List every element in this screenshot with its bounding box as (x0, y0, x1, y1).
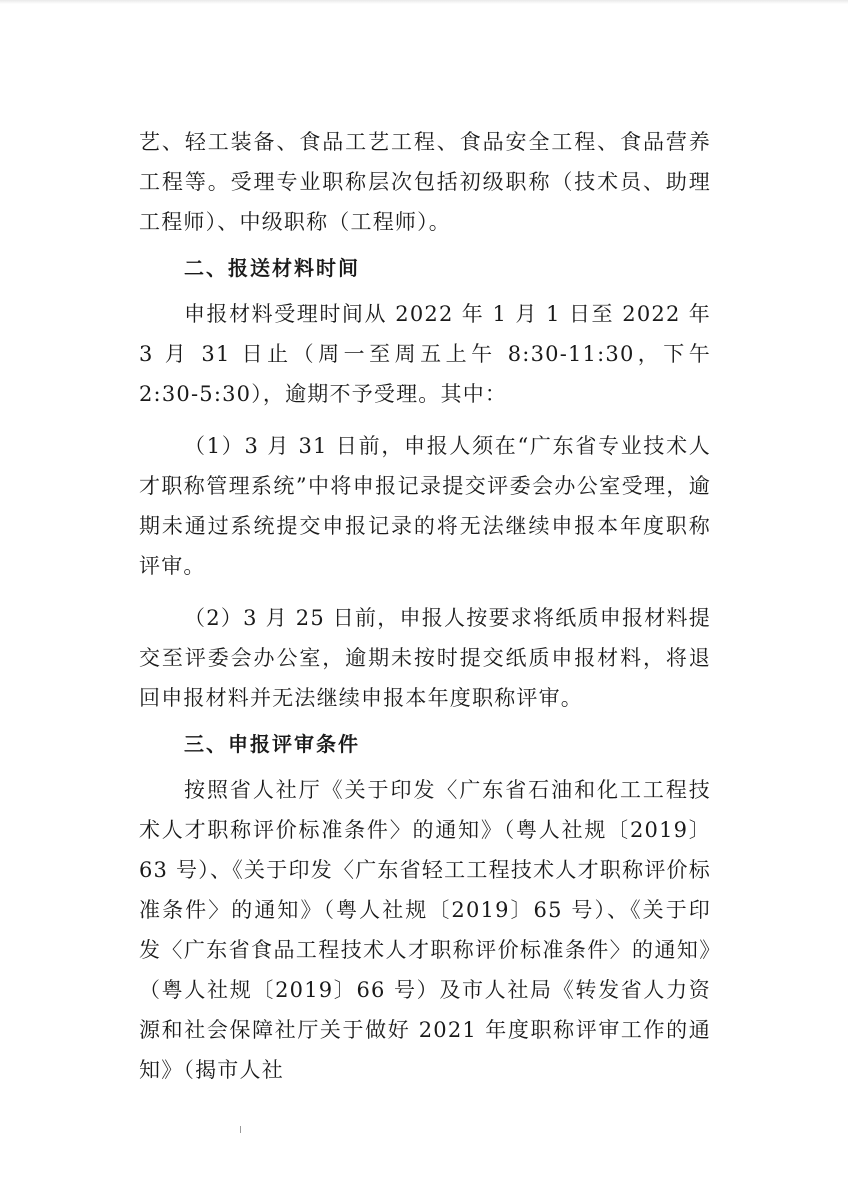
document-body (139, 122, 711, 1090)
paragraph-scope-continuation: 艺、轻工装备、食品工艺工程、食品安全工程、食品营养工程等。受理专业职称层次包括初级职称（技术员、助理工程师）、中级职称（工程师）。 (139, 130, 711, 234)
paragraph-review-standards: 按照省人社厅《关于印发〈广东省石油和化工工程技术人才职称评价标准条件〉的通知》（粤人社规〔2019〕63 号）、《关于印发〈广东省轻工工程技术人才职称评价标准条件〉的通知》（粤人社规〔2019〕65 号）、《关于印发〈广东省食品工程技术人才职称评价标准条件〉的通知》（粤人社规〔2019〕66 号）及市人社局《转发省人力资源和社会保障社厅关于做好 2021 年度职称评审工作的通知》（揭市人社 (139, 778, 711, 1082)
paragraph-paper-deadline: （2）3 月 25 日前，申报人按要求将纸质申报材料提交至评委会办公室，逾期未按时提交纸质申报材料，将退回申报材料并无法继续申报本年度职称评审。 (139, 606, 711, 710)
paragraph-online-deadline: （1）3 月 31 日前，申报人须在“广东省专业技术人才职称管理系统”中将申报记录提交评委会办公室受理，逾期未通过系统提交申报记录的将无法继续申报本年度职称评审。 (139, 434, 711, 578)
paragraph-submission-period: 申报材料受理时间从 2022 年 1 月 1 日至 2022 年 3 月 31 日止（周一至周五上午 8:30-11:30，下午 2:30-5:30），逾期不予受理。其中： (139, 302, 711, 406)
section-heading-submission-time: 二、报送材料时间 (184, 256, 360, 280)
scan-mark (240, 1126, 241, 1133)
section-heading-review-conditions: 三、申报评审条件 (184, 732, 360, 756)
page-top-edge (0, 0, 848, 4)
